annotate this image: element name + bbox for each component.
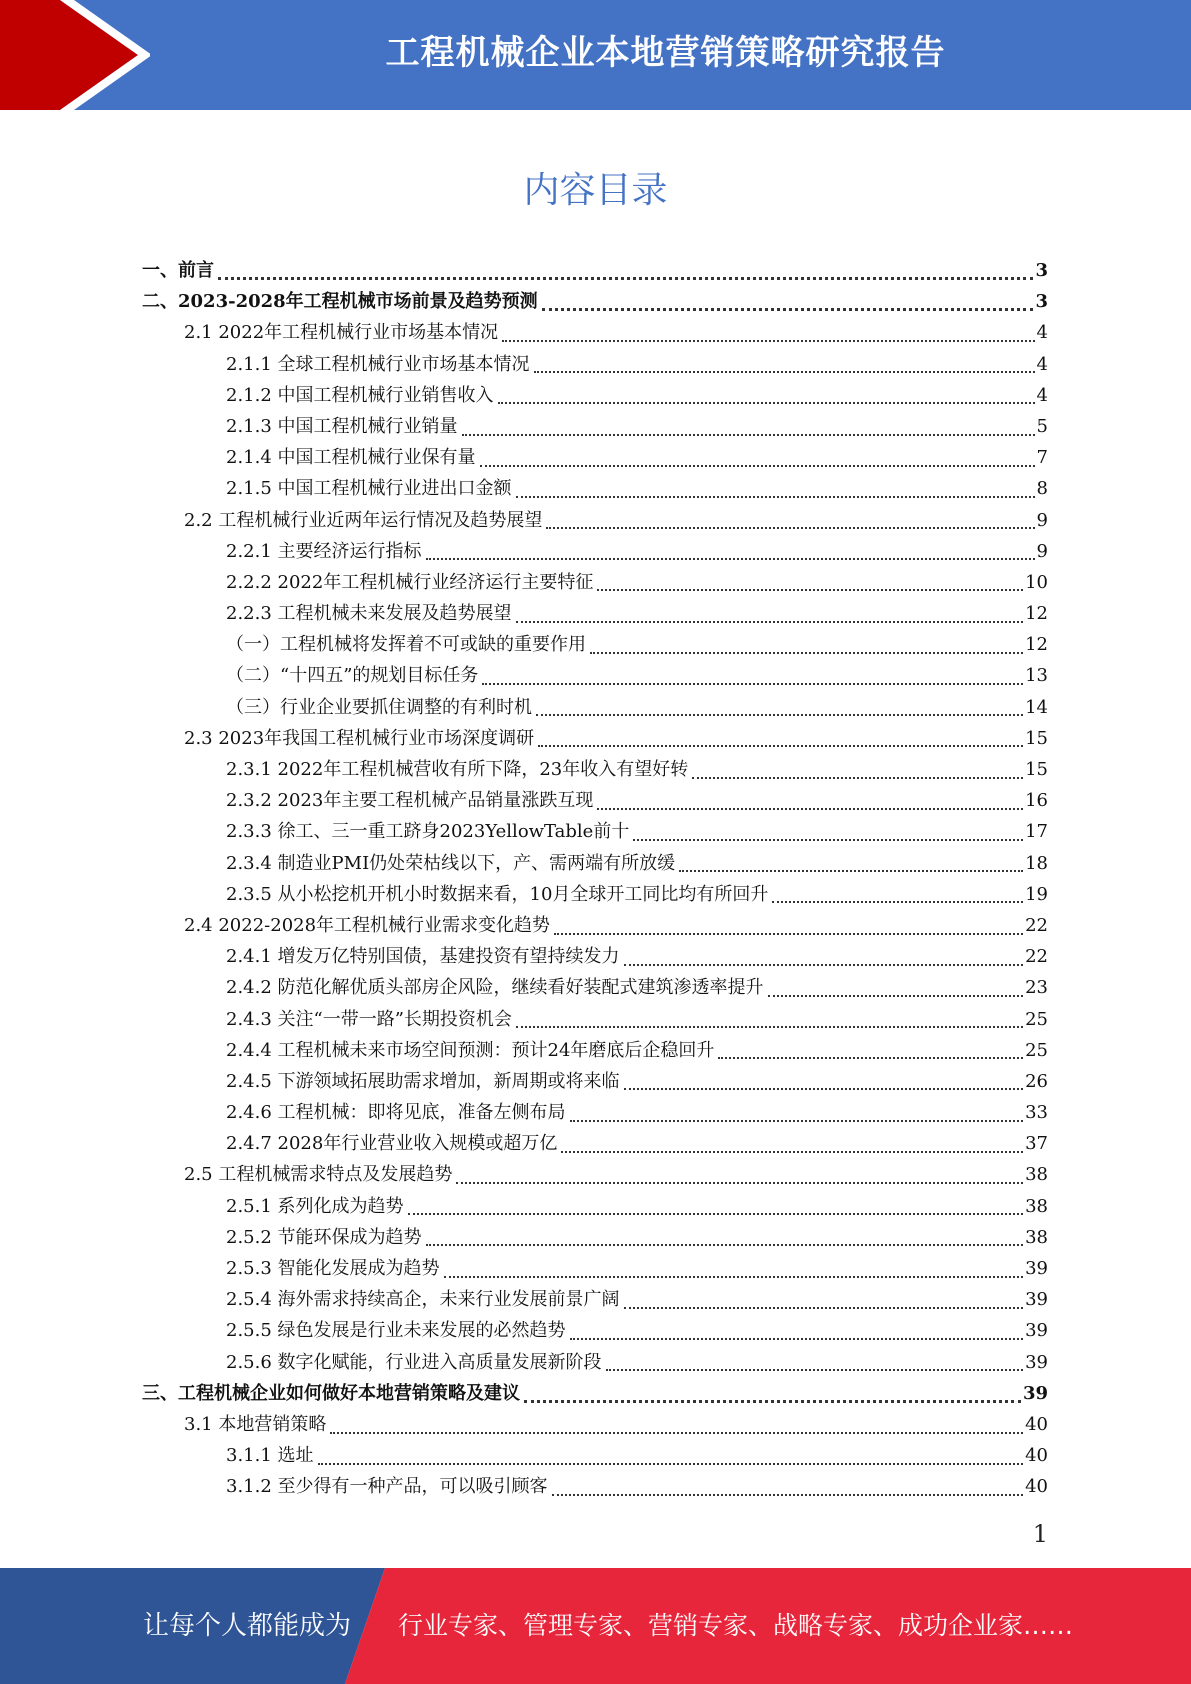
dot-leader: [534, 353, 1035, 373]
toc-entry-page: 23: [1025, 977, 1048, 999]
dot-leader: [554, 915, 1023, 935]
toc-entry-page: 37: [1025, 1133, 1048, 1155]
dot-leader: [679, 852, 1023, 872]
dot-leader: [768, 977, 1024, 997]
toc-entry-page: 22: [1025, 946, 1048, 968]
toc-entry-label: 一、前言: [142, 260, 214, 281]
toc-entry-label: 2.5.3 智能化发展成为趋势: [226, 1258, 440, 1279]
toc-entry-label: 2.3.2 2023年主要工程机械产品销量涨跌互现: [226, 790, 594, 812]
toc-entry-page: 15: [1025, 759, 1048, 780]
toc-entry[interactable]: [142, 1036, 1048, 1067]
toc-entry-label: 2.5.1 系列化成为趋势: [226, 1195, 404, 1217]
toc-entry[interactable]: [142, 1129, 1048, 1160]
toc-entry-label: 2.1.4 中国工程机械行业保有量: [226, 447, 476, 469]
dot-leader: [444, 1258, 1024, 1278]
toc-entry-label: 3.1.2 至少得有一种产品，可以吸引顾客: [226, 1476, 548, 1498]
toc-entry[interactable]: [142, 318, 1048, 349]
dot-leader: [426, 540, 1035, 560]
toc-entry-page: 12: [1025, 634, 1048, 656]
toc-entry-page: 13: [1025, 665, 1048, 687]
toc-entry[interactable]: [142, 1379, 1048, 1410]
toc-entry-page: 39: [1025, 1289, 1048, 1311]
toc-entry-label: 2.1.5 中国工程机械行业进出口金额: [226, 478, 512, 500]
toc-entry-label: 2.3.3 徐工、三一重工跻身2023YellowTable前十: [226, 821, 630, 843]
dot-leader: [502, 322, 1034, 342]
toc-entry[interactable]: [142, 412, 1048, 443]
toc-entry[interactable]: [142, 817, 1048, 848]
toc-entry-label: 3.1.1 选址: [226, 1445, 314, 1467]
toc-entry-page: 25: [1025, 1008, 1048, 1030]
toc-entry-page: 4: [1036, 322, 1048, 344]
toc-entry-label: 2.1.3 中国工程机械行业销量: [226, 415, 458, 437]
toc-entry[interactable]: [142, 1160, 1048, 1191]
dot-leader: [536, 696, 1023, 716]
toc-entry[interactable]: [142, 661, 1048, 692]
dot-leader: [606, 1351, 1024, 1371]
toc-entry[interactable]: [142, 1067, 1048, 1098]
dot-leader: [633, 821, 1023, 841]
toc-entry[interactable]: [142, 1005, 1048, 1036]
toc-entry-page: 40: [1025, 1445, 1048, 1467]
toc-entry-page: 8: [1036, 478, 1048, 500]
toc-entry-label: （二）“十四五”的规划目标任务: [226, 665, 479, 687]
toc-entry[interactable]: [142, 506, 1048, 537]
toc-entry-page: 40: [1025, 1413, 1048, 1435]
toc-entry-page: 33: [1025, 1102, 1048, 1124]
toc-entry[interactable]: [142, 1192, 1048, 1223]
toc-entry-label: 2.4.6 工程机械：即将见底，准备左侧布局: [226, 1102, 566, 1124]
toc-entry-page: 18: [1025, 852, 1048, 874]
toc-entry[interactable]: [142, 849, 1048, 880]
toc-entry-label: 2.4.3 关注“一带一路”长期投资机会: [226, 1008, 512, 1030]
header-banner: [0, 0, 1191, 110]
toc-entry-page: 5: [1036, 415, 1048, 437]
toc-entry-label: 2.4.5 下游领域拓展助需求增加，新周期或将来临: [226, 1070, 620, 1092]
toc-entry-page: 9: [1036, 540, 1048, 562]
toc-entry[interactable]: [142, 1348, 1048, 1379]
toc-entry-page: 14: [1025, 696, 1048, 718]
arrow-decoration: [0, 0, 150, 110]
toc-entry[interactable]: [142, 381, 1048, 412]
dot-leader: [480, 447, 1035, 467]
dot-leader: [692, 759, 1023, 779]
toc-entry[interactable]: [142, 537, 1048, 568]
toc-entry-label: 2.5.6 数字化赋能，行业进入高质量发展新阶段: [226, 1351, 602, 1373]
toc-entry-label: 三、工程机械企业如何做好本地营销策略及建议: [142, 1382, 520, 1404]
toc-entry-label: 2.2.3 工程机械未来发展及趋势展望: [226, 603, 512, 625]
dot-leader: [218, 259, 1033, 280]
toc-entry-page: 3: [1035, 291, 1048, 313]
toc-entry[interactable]: [142, 287, 1048, 318]
toc-entry-label: 2.5.2 节能环保成为趋势: [226, 1226, 422, 1248]
dot-leader: [624, 1289, 1024, 1309]
toc-entry[interactable]: [142, 1254, 1048, 1285]
toc-entry[interactable]: [142, 443, 1048, 474]
dot-leader: [524, 1382, 1021, 1403]
toc-entry[interactable]: [142, 786, 1048, 817]
toc-entry-label: 2.3.5 从小松挖机开机小时数据来看，10月全球开工同比均有所回升: [226, 883, 769, 905]
toc-entry-page: 9: [1036, 509, 1048, 531]
toc-entry-page: 39: [1025, 1351, 1048, 1373]
dot-leader: [624, 1070, 1024, 1090]
dot-leader: [718, 1039, 1023, 1059]
toc-entry-label: 二、2023-2028年工程机械市场前景及趋势预测: [142, 291, 538, 313]
toc-entry-label: 2.3 2023年我国工程机械行业市场深度调研: [184, 727, 535, 749]
toc-entry-page: 39: [1022, 1382, 1048, 1404]
toc-entry-page: 15: [1025, 727, 1048, 749]
toc-entry[interactable]: [142, 599, 1048, 630]
toc-entry-label: 2.4.1 增发万亿特别国债，基建投资有望持续发力: [226, 946, 620, 968]
toc-entry-page: 22: [1025, 914, 1048, 936]
dot-leader: [426, 1226, 1024, 1246]
dot-leader: [498, 384, 1035, 404]
dot-leader: [516, 603, 1024, 623]
toc-entry-page: 40: [1025, 1476, 1048, 1498]
toc-entry[interactable]: [142, 973, 1048, 1004]
report-title: 工程机械企业本地营销策略研究报告: [385, 33, 946, 73]
dot-leader: [772, 883, 1023, 903]
toc-entry-label: 2.2.2 2022年工程机械行业经济运行主要特征: [226, 571, 594, 593]
toc-entry[interactable]: [142, 568, 1048, 599]
dot-leader: [482, 665, 1023, 685]
toc-entry[interactable]: [142, 755, 1048, 786]
toc-entry[interactable]: [142, 256, 1048, 287]
toc-entry-page: 39: [1025, 1258, 1048, 1279]
toc-entry-label: 2.3.4 制造业PMI仍处荣枯线以下，产、需两端有所放缓: [226, 852, 676, 874]
toc-entry-page: 25: [1025, 1039, 1048, 1061]
footer-banner: [0, 1568, 1191, 1684]
dot-leader: [590, 634, 1023, 654]
toc-entry[interactable]: [142, 1441, 1048, 1472]
toc-entry[interactable]: [142, 630, 1048, 661]
toc-entry-label: 2.4.7 2028年行业营业收入规模或超万亿: [226, 1133, 558, 1155]
dot-leader: [624, 946, 1024, 966]
page-number: 1: [1032, 1520, 1048, 1548]
toc-entry-page: 38: [1025, 1164, 1048, 1186]
toc-entry-page: 4: [1036, 384, 1048, 406]
toc-entry-label: 2.5.5 绿色发展是行业未来发展的必然趋势: [226, 1320, 566, 1342]
dot-leader: [597, 790, 1023, 810]
dot-leader: [552, 1476, 1024, 1496]
toc-entry-label: 2.5.4 海外需求持续高企，未来行业发展前景广阔: [226, 1289, 620, 1311]
toc-entry[interactable]: [142, 911, 1048, 942]
dot-leader: [330, 1414, 1023, 1434]
dot-leader: [456, 1164, 1023, 1184]
toc-entry-page: 38: [1025, 1195, 1048, 1217]
toc-entry-label: 2.1 2022年工程机械行业市场基本情况: [184, 322, 499, 344]
footer-slogan-left: 让每个人都能成为: [143, 1611, 352, 1641]
toc-entry-page: 7: [1036, 447, 1048, 469]
dot-leader: [546, 509, 1034, 529]
dot-leader: [318, 1445, 1024, 1465]
toc-entry[interactable]: [142, 1472, 1048, 1503]
toc-entry-label: 2.5 工程机械需求特点及发展趋势: [184, 1164, 453, 1186]
toc-entry-label: 2.2 工程机械行业近两年运行情况及趋势展望: [184, 509, 543, 531]
toc-heading: 内容目录: [523, 170, 668, 211]
dot-leader: [516, 478, 1035, 498]
toc-entry[interactable]: [142, 1410, 1048, 1441]
toc-entry-page: 3: [1035, 260, 1048, 281]
toc-entry-page: 19: [1025, 883, 1048, 905]
toc-entry-page: 10: [1025, 571, 1048, 593]
footer-slogan-right: 行业专家、管理专家、营销专家、战略专家、成功企业家……: [398, 1611, 1074, 1640]
dot-leader: [542, 290, 1034, 311]
toc-entry-page: 4: [1036, 353, 1048, 375]
toc-entry-label: 2.1.1 全球工程机械行业市场基本情况: [226, 353, 530, 375]
dot-leader: [516, 1008, 1023, 1028]
toc-entry-label: 2.2.1 主要经济运行指标: [226, 540, 422, 562]
toc-entry[interactable]: [142, 350, 1048, 381]
dot-leader: [538, 727, 1023, 747]
dot-leader: [462, 416, 1035, 436]
toc-entry-page: 12: [1025, 603, 1048, 625]
toc-entry-page: 16: [1025, 790, 1048, 812]
toc-entry-label: 3.1 本地营销策略: [184, 1413, 327, 1435]
toc-entry[interactable]: [142, 942, 1048, 973]
dot-leader: [408, 1195, 1024, 1215]
toc-entry-page: 26: [1025, 1070, 1048, 1092]
toc-entry[interactable]: [142, 474, 1048, 505]
dot-leader: [570, 1102, 1024, 1122]
toc-entry-label: 2.1.2 中国工程机械行业销售收入: [226, 384, 494, 406]
toc-entry[interactable]: [142, 693, 1048, 724]
toc-entry[interactable]: [142, 1098, 1048, 1129]
toc-entry-label: 2.4.4 工程机械未来市场空间预测：预计24年磨底后企稳回升: [226, 1039, 715, 1061]
toc-entry-page: 38: [1025, 1226, 1048, 1248]
toc-entry-page: 17: [1025, 821, 1048, 843]
dot-leader: [570, 1320, 1024, 1340]
toc-entry-label: 2.4 2022-2028年工程机械行业需求变化趋势: [184, 914, 551, 936]
toc-entry[interactable]: [142, 1223, 1048, 1254]
toc-entry-label: （一）工程机械将发挥着不可或缺的重要作用: [226, 634, 586, 656]
dot-leader: [561, 1133, 1023, 1153]
dot-leader: [597, 571, 1023, 591]
toc-entry[interactable]: [142, 1285, 1048, 1316]
toc-entry[interactable]: [142, 724, 1048, 755]
toc-entry-label: （三）行业企业要抓住调整的有利时机: [226, 696, 532, 718]
table-of-contents: [142, 256, 1048, 1504]
toc-entry[interactable]: [142, 880, 1048, 911]
toc-entry-page: 39: [1025, 1320, 1048, 1342]
toc-entry-label: 2.3.1 2022年工程机械营收有所下降，23年收入有望好转: [226, 759, 689, 780]
toc-entry-label: 2.4.2 防范化解优质头部房企风险，继续看好装配式建筑渗透率提升: [226, 977, 764, 999]
toc-entry[interactable]: [142, 1316, 1048, 1347]
